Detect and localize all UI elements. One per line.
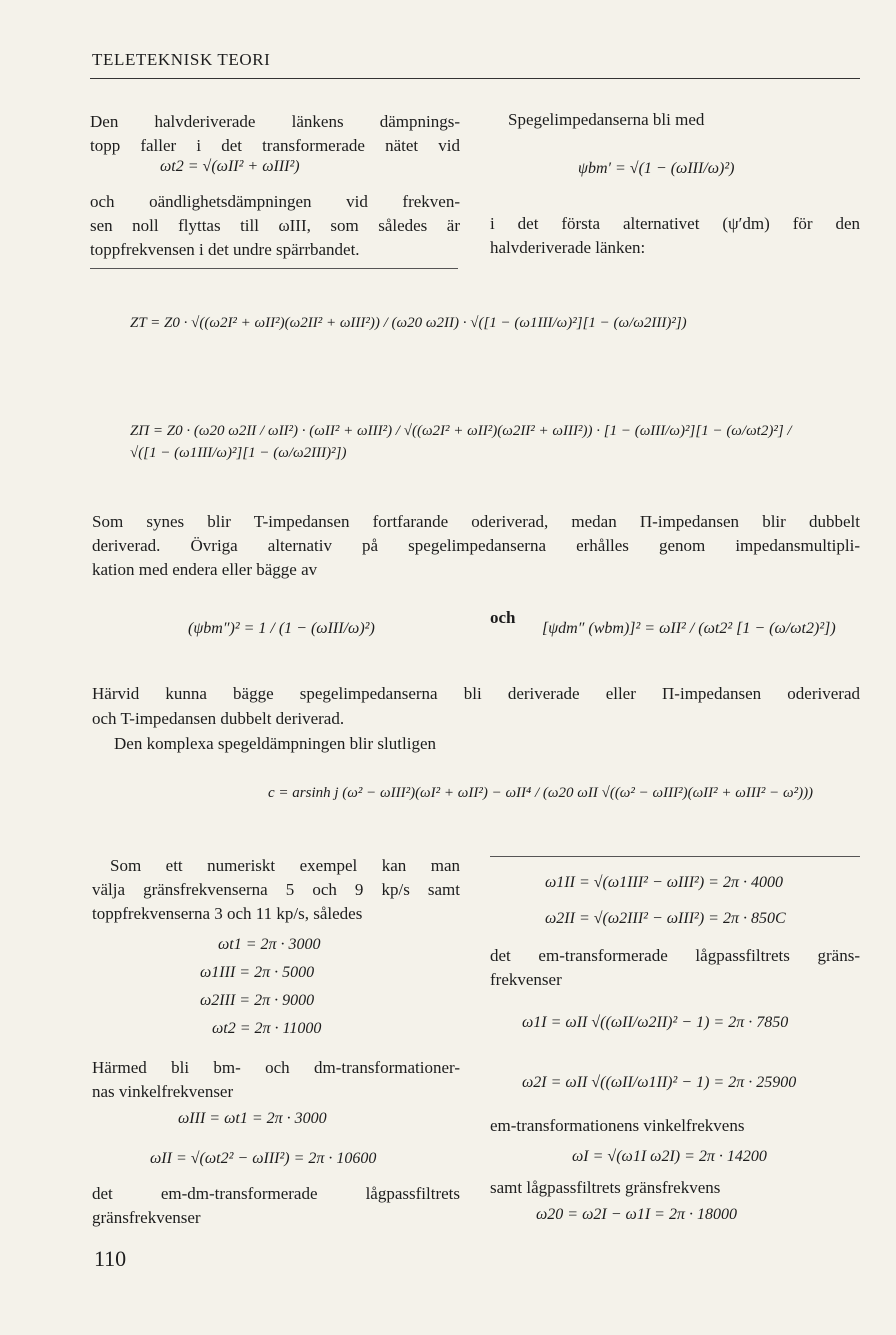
left-bottom-line-5: nas vinkelfrekvenser [92,1082,234,1101]
equation-omega-II: ωII = √(ωt2² − ωIII²) = 2π · 10600 [150,1150,377,1167]
equation-omega-20: ω20 = ω2I − ω1I = 2π · 18000 [536,1206,737,1223]
equation-omega-1I: ω1I = ωII √((ωII/ω2II)² − 1) = 2π · 7850 [522,1014,789,1031]
left-bottom-line-2: välja gränsfrekvenserna 5 och 9 kp/s samt [92,880,460,899]
paragraph-2-line-1: Härvid kunna bägge spegelimpedanserna bli deriverade eller Π-impedansen oderiverad [92,684,860,703]
header-rule [90,78,860,79]
equation-omega-1III: ω1III = 2π · 5000 [200,964,315,981]
right-paragraph-line-3: halvderiverade länken: [490,238,646,257]
right-paragraph-line-2: i det första alternativet (ψ′dm) för den [490,214,860,233]
paragraph-1-line-2: deriverad. Övriga alternativ på spegelimpedanserna erhålles genom impedansmultipli- [92,536,860,555]
paragraph-2-line-3: Den komplexa spegeldämpningen blir slutligen [114,734,436,753]
equation-psi-bm-double-prime: (ψbm″)² = 1 / (1 − (ωIII/ω)²) [188,620,375,637]
left-paragraph-line-5: toppfrekvensen i det undre spärrbandet. [90,240,360,259]
equation-omega-I: ωI = √(ω1I ω2I) = 2π · 14200 [572,1148,767,1165]
equation-omega-2I: ω2I = ωII √((ωII/ω1II)² − 1) = 2π · 25900 [522,1074,797,1091]
left-bottom-line-1: Som ett numeriskt exempel kan man [110,856,460,875]
section-rule-right [490,856,860,857]
equation-omega-1II: ω1II = √(ω1III² − ωIII²) = 2π · 4000 [545,874,783,891]
formula-psi-bm-prime: ψbm′ = √(1 − (ωIII/ω)²) [578,160,735,177]
och-label: och [490,608,516,627]
right-paragraph-line-1: Spegelimpedanserna bli med [508,110,705,129]
equation-ZPi: ZΠ = Z0 · (ω20 ω2II / ωII²) · (ωII² + ωIII²) / √((ω2I² + ωII²)(ω2II² + ωIII²)) · [1 − (ωIII/ω)²][1 − (ω/ωt2)²] / √([1 − (ω1III/ω)²][1 − (ω/ω2III)²]) [130,423,792,461]
section-rule-left [90,268,458,269]
left-bottom-line-7: gränsfrekvenser [92,1208,201,1227]
equation-omega-t1: ωt1 = 2π · 3000 [218,936,321,953]
equation-omega-2III: ω2III = 2π · 9000 [200,992,315,1009]
right-bottom-line-4: samt lågpassfiltrets gränsfrekvens [490,1178,721,1197]
left-paragraph-line-2: topp faller i det transformerade nätet vid [90,136,460,155]
right-bottom-line-2: frekvenser [490,970,562,989]
left-paragraph-line-1: Den halvderiverade länkens dämpnings- [90,112,460,131]
equation-psi-dm-double-prime: [ψdm″ (wbm)]² = ωII² / (ωt2² [1 − (ω/ωt2)²]) [542,620,836,637]
equation-omega-III: ωIII = ωt1 = 2π · 3000 [178,1110,327,1127]
paragraph-2-line-2: och T-impedansen dubbelt deriverad. [92,709,345,728]
left-bottom-line-6: det em-dm-transformerade lågpassfiltrets [92,1184,460,1203]
page-number: 110 [94,1246,127,1271]
equation-omega-t2: ωt2 = 2π · 11000 [212,1020,322,1037]
equation-omega-2II: ω2II = √(ω2III² − ωIII²) = 2π · 850C [545,910,786,927]
paragraph-1-line-1: Som synes blir T-impedansen fortfarande oderiverad, medan Π-impedansen blir dubbelt [92,512,860,531]
right-bottom-line-3: em-transformationens vinkelfrekvens [490,1116,745,1135]
formula-omega-t2: ωt2 = √(ωII² + ωIII²) [160,158,300,175]
left-paragraph-line-4: sen noll flyttas till ωIII, som således är [90,216,460,235]
equation-c-arsinh: c = arsinh j (ω² − ωIII²)(ωI² + ωII²) − ωII⁴ / (ω20 ωII √((ω² − ωIII²)(ωII² + ωIII² − ω²))) [268,785,814,801]
paragraph-1-line-3: kation med endera eller bägge av [92,560,318,579]
left-bottom-line-4: Härmed bli bm- och dm-transformationer- [92,1058,460,1077]
left-paragraph-line-3: och oändlighetsdämpningen vid frekven- [90,192,460,211]
right-bottom-line-1: det em-transformerade lågpassfiltrets gräns- [490,946,860,965]
left-bottom-line-3: toppfrekvenserna 3 och 11 kp/s, således [92,904,363,923]
equation-ZT: ZT = Z0 · √((ω2I² + ωII²)(ω2II² + ωIII²)) / (ω20 ω2II) · √([1 − (ω1III/ω)²][1 − (ω/ω2III)²]) [130,315,687,331]
running-header: TELETEKNISK TEORI [92,50,271,69]
